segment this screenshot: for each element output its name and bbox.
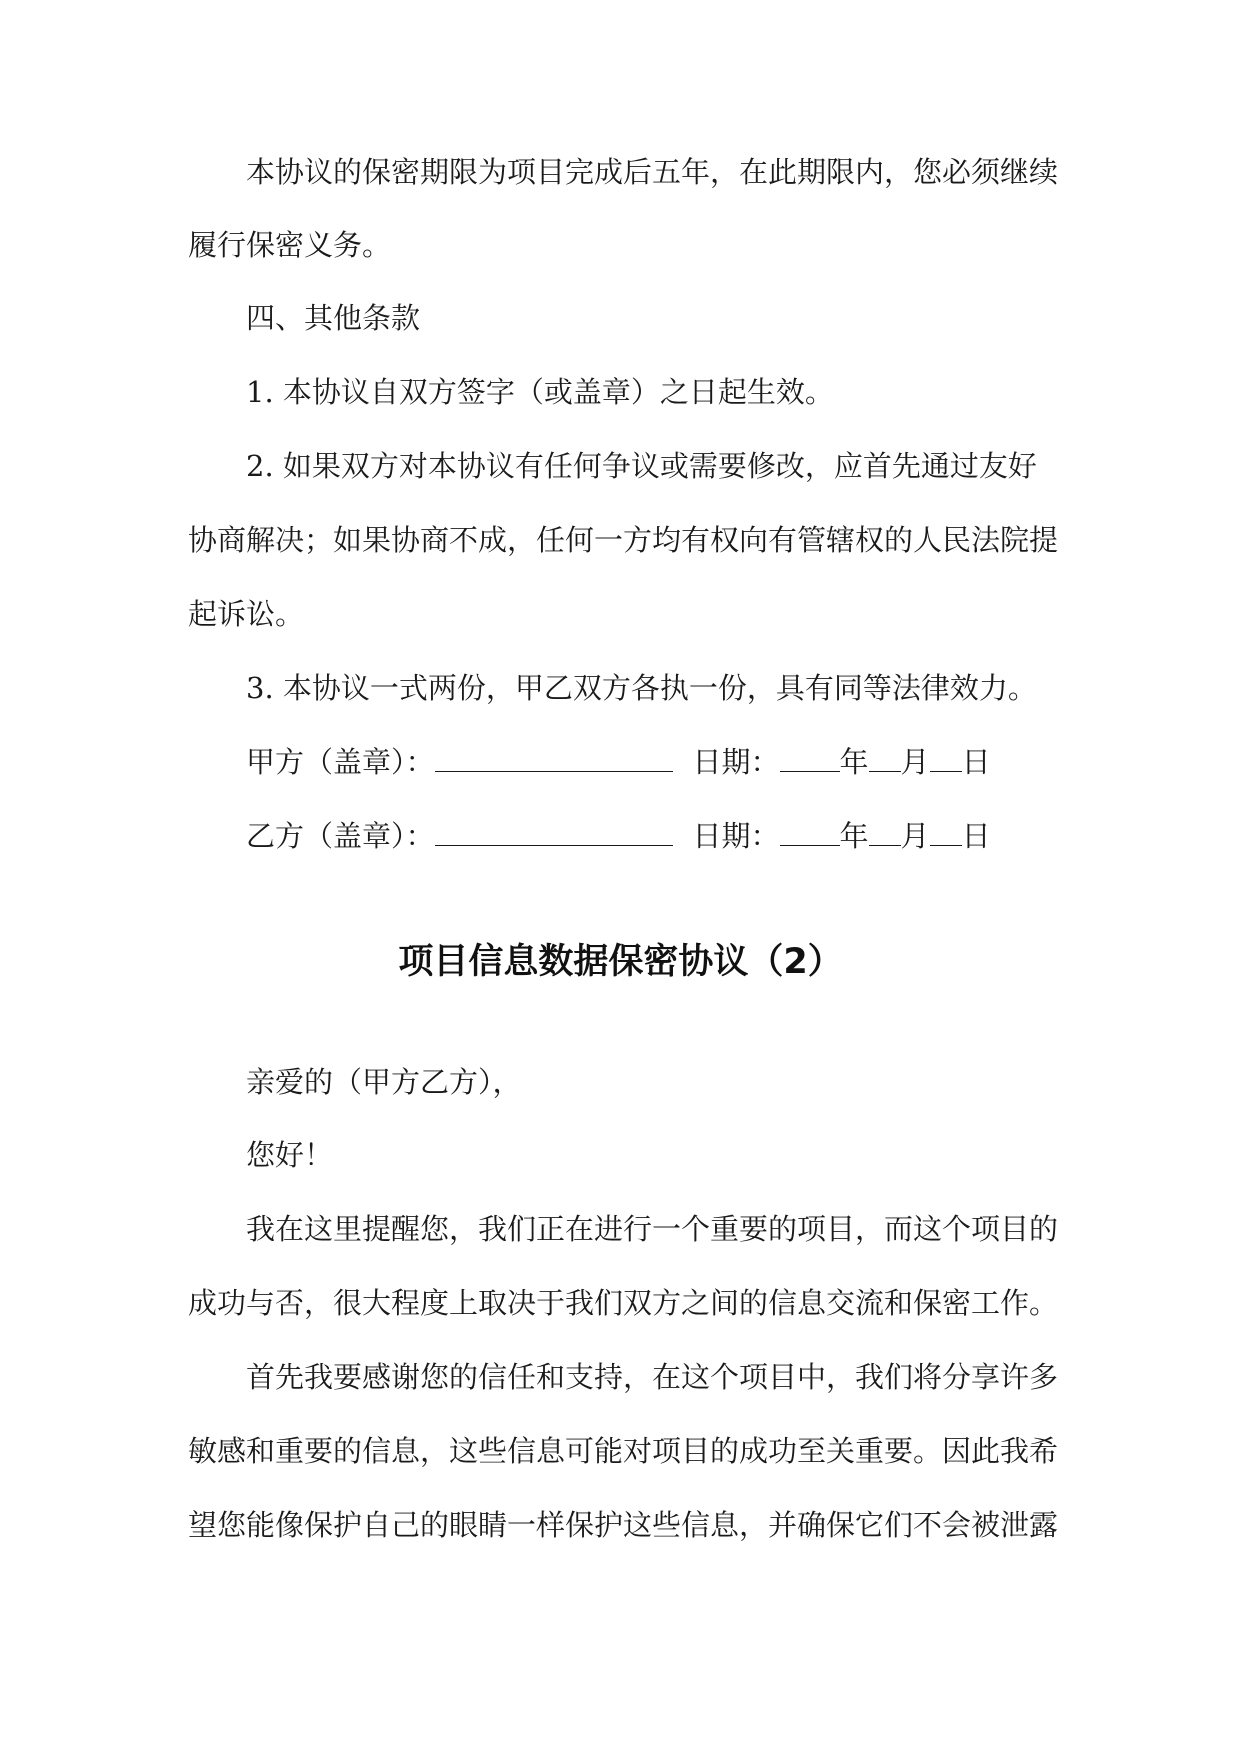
other-terms-heading: 四、其他条款 — [246, 301, 421, 335]
day-label: 日 — [961, 819, 991, 853]
party-b-label: 乙方（盖章）： — [246, 819, 435, 853]
agreement-2-title: 项目信息数据保密协议（2） — [398, 942, 843, 982]
date-label: 日期： — [692, 745, 780, 779]
day-label: 日 — [961, 745, 991, 779]
confidentiality-term-line-1: 本协议的保密期限为项目完成后五年，在此期限内，您必须继续 — [246, 155, 1059, 189]
signature-row-party-a — [246, 742, 991, 782]
term-item-2-line-2: 协商解决；如果协商不成，任何一方均有权向有管辖权的人民法院提 — [188, 523, 1059, 557]
day-blank[interactable] — [930, 743, 962, 772]
term-item-1: 1. 本协议自双方签字（或盖章）之日起生效。 — [246, 375, 834, 409]
greeting: 您好！ — [246, 1138, 334, 1172]
paragraph-1-line-1: 我在这里提醒您，我们正在进行一个重要的项目，而这个项目的 — [246, 1212, 1059, 1246]
year-label: 年 — [839, 745, 869, 779]
party-a-label: 甲方（盖章）： — [246, 745, 435, 779]
year-label: 年 — [839, 819, 869, 853]
month-label: 月 — [900, 819, 930, 853]
day-blank[interactable] — [930, 817, 962, 846]
salutation: 亲爱的（甲方乙方）， — [246, 1065, 522, 1099]
year-blank[interactable] — [780, 743, 840, 772]
paragraph-2-line-1: 首先我要感谢您的信任和支持，在这个项目中，我们将分享许多 — [246, 1360, 1059, 1394]
term-item-2-line-1: 2. 如果双方对本协议有任何争议或需要修改，应首先通过友好 — [246, 449, 1037, 483]
paragraph-2-line-2: 敏感和重要的信息，这些信息可能对项目的成功至关重要。因此我希 — [188, 1434, 1059, 1468]
confidentiality-term-line-2: 履行保密义务。 — [188, 228, 392, 262]
party-a-signature-blank[interactable] — [435, 743, 673, 772]
year-blank[interactable] — [780, 817, 840, 846]
signature-row-party-b — [246, 816, 991, 856]
month-label: 月 — [900, 745, 930, 779]
month-blank[interactable] — [869, 743, 901, 772]
party-b-signature-blank[interactable] — [435, 817, 673, 846]
date-label: 日期： — [692, 819, 780, 853]
term-item-2-line-3: 起诉讼。 — [188, 597, 305, 631]
paragraph-1-line-2: 成功与否，很大程度上取决于我们双方之间的信息交流和保密工作。 — [188, 1286, 1059, 1320]
paragraph-2-line-3: 望您能像保护自己的眼睛一样保护这些信息，并确保它们不会被泄露 — [188, 1508, 1059, 1542]
term-item-3: 3. 本协议一式两份，甲乙双方各执一份，具有同等法律效力。 — [246, 671, 1037, 705]
month-blank[interactable] — [869, 817, 901, 846]
